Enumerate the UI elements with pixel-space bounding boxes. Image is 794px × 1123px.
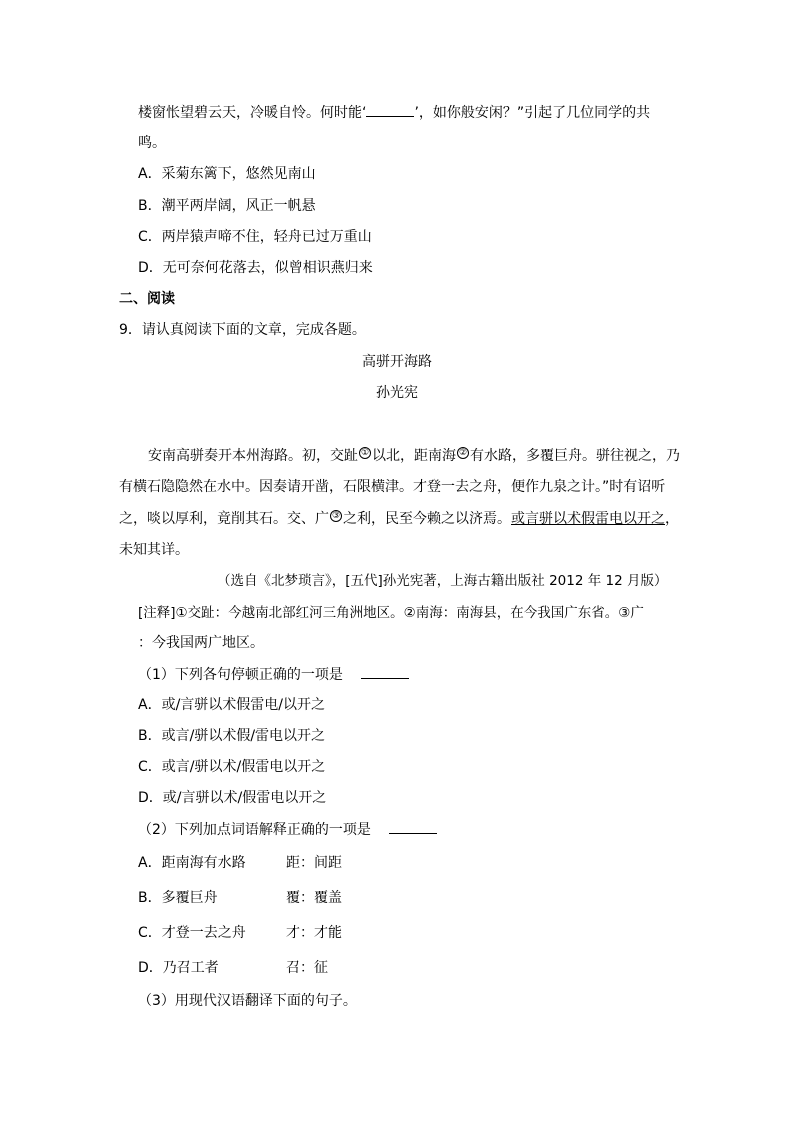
option-definition: 召：征	[286, 960, 328, 976]
article-author: 孙光宪	[376, 385, 418, 401]
option-definition: 覆：覆盖	[286, 890, 342, 906]
article-paragraph-line	[148, 446, 680, 466]
question-text-part: 鸣。	[138, 135, 166, 151]
option-text: C．才登一去之舟	[138, 925, 246, 941]
article-paragraph-line: 有横石隐隐然在水中。因奏请开凿，石限横津。才登一去之舟，便作九泉之计。”时有诏听	[119, 479, 666, 495]
option-d	[138, 958, 538, 978]
answer-blank[interactable]	[389, 819, 437, 834]
footnote-marker-1: ①	[360, 448, 370, 458]
section-title: 二、阅读	[119, 291, 175, 307]
annotation-line: [注释]①交趾：今越南北部红河三角洲地区。②南海：南海县，在今我国广东省。③广	[138, 605, 644, 621]
article-paragraph-line: 未知其详。	[119, 542, 189, 558]
footnote-marker-3: ③	[331, 511, 341, 521]
article-text: ，	[665, 511, 679, 527]
sub-question-1	[138, 664, 409, 685]
answer-blank[interactable]	[366, 102, 414, 117]
sub-question-3: （3）用现代汉语翻译下面的句子。	[138, 993, 357, 1009]
article-paragraph-line	[119, 509, 679, 529]
option-definition: 才：才能	[286, 925, 342, 941]
question-text-line	[138, 133, 166, 153]
article-text: 之利，民至今赖之以济焉。	[343, 511, 511, 527]
option-b	[138, 888, 538, 908]
question-9-prompt: 9．请认真阅读下面的文章，完成各题。	[119, 322, 366, 338]
sub-question-prompt: （1）下列各句停顿正确的一项是	[138, 667, 343, 683]
option-d: D．无可奈何花落去，似曾相识燕归来	[138, 260, 373, 276]
option-c: C．两岸猿声啼不住，轻舟已过万重山	[138, 229, 372, 245]
option-text: D．乃召工者	[138, 960, 219, 976]
option-text: B．多覆巨舟	[138, 890, 218, 906]
sub-question-2	[138, 819, 437, 840]
article-text: 有水路，多覆巨舟。骈往视之，乃	[470, 448, 680, 464]
option-definition: 距：间距	[286, 855, 342, 871]
option-text: A．距南海有水路	[138, 855, 246, 871]
option-a: A．采菊东篱下，悠然见南山	[138, 166, 316, 182]
option-c	[138, 923, 538, 943]
question-text-line	[138, 102, 650, 123]
option-a: A．或/言骈以术假雷电/以开之	[138, 697, 326, 713]
article-text: 以北，距南海	[372, 448, 456, 464]
footnote-marker-2: ②	[458, 448, 468, 458]
article-source: （选自《北梦琐言》，[五代]孙光宪著，上海古籍出版社 2012 年 12 月版）	[217, 573, 668, 589]
option-a	[138, 853, 538, 873]
option-b: B．或言/骈以术假/雷电以开之	[138, 728, 326, 744]
option-d: D．或/言骈以术/假雷电以开之	[138, 790, 327, 806]
option-c: C．或言/骈以术/假雷电以开之	[138, 759, 326, 775]
option-b: B．潮平两岸阔，风正一帆悬	[138, 198, 316, 214]
sub-question-prompt: （2）下列加点词语解释正确的一项是	[138, 822, 371, 838]
article-title: 高骈开海路	[362, 354, 432, 370]
question-text-part: ’，如你般安闲？”引起了几位同学的共	[414, 105, 651, 121]
annotation-line: ：今我国两广地区。	[138, 635, 264, 651]
underlined-sentence: 或言骈以术假雷电以开之	[511, 511, 665, 527]
answer-blank[interactable]	[361, 664, 409, 679]
article-text: 安南高骈奏开本州海路。初，交趾	[148, 448, 358, 464]
article-text: 之，啖以厚利，竟削其石。交、广	[119, 511, 329, 527]
question-text-part: 楼窗怅望碧云天，冷暖自怜。何时能‘	[138, 105, 367, 121]
